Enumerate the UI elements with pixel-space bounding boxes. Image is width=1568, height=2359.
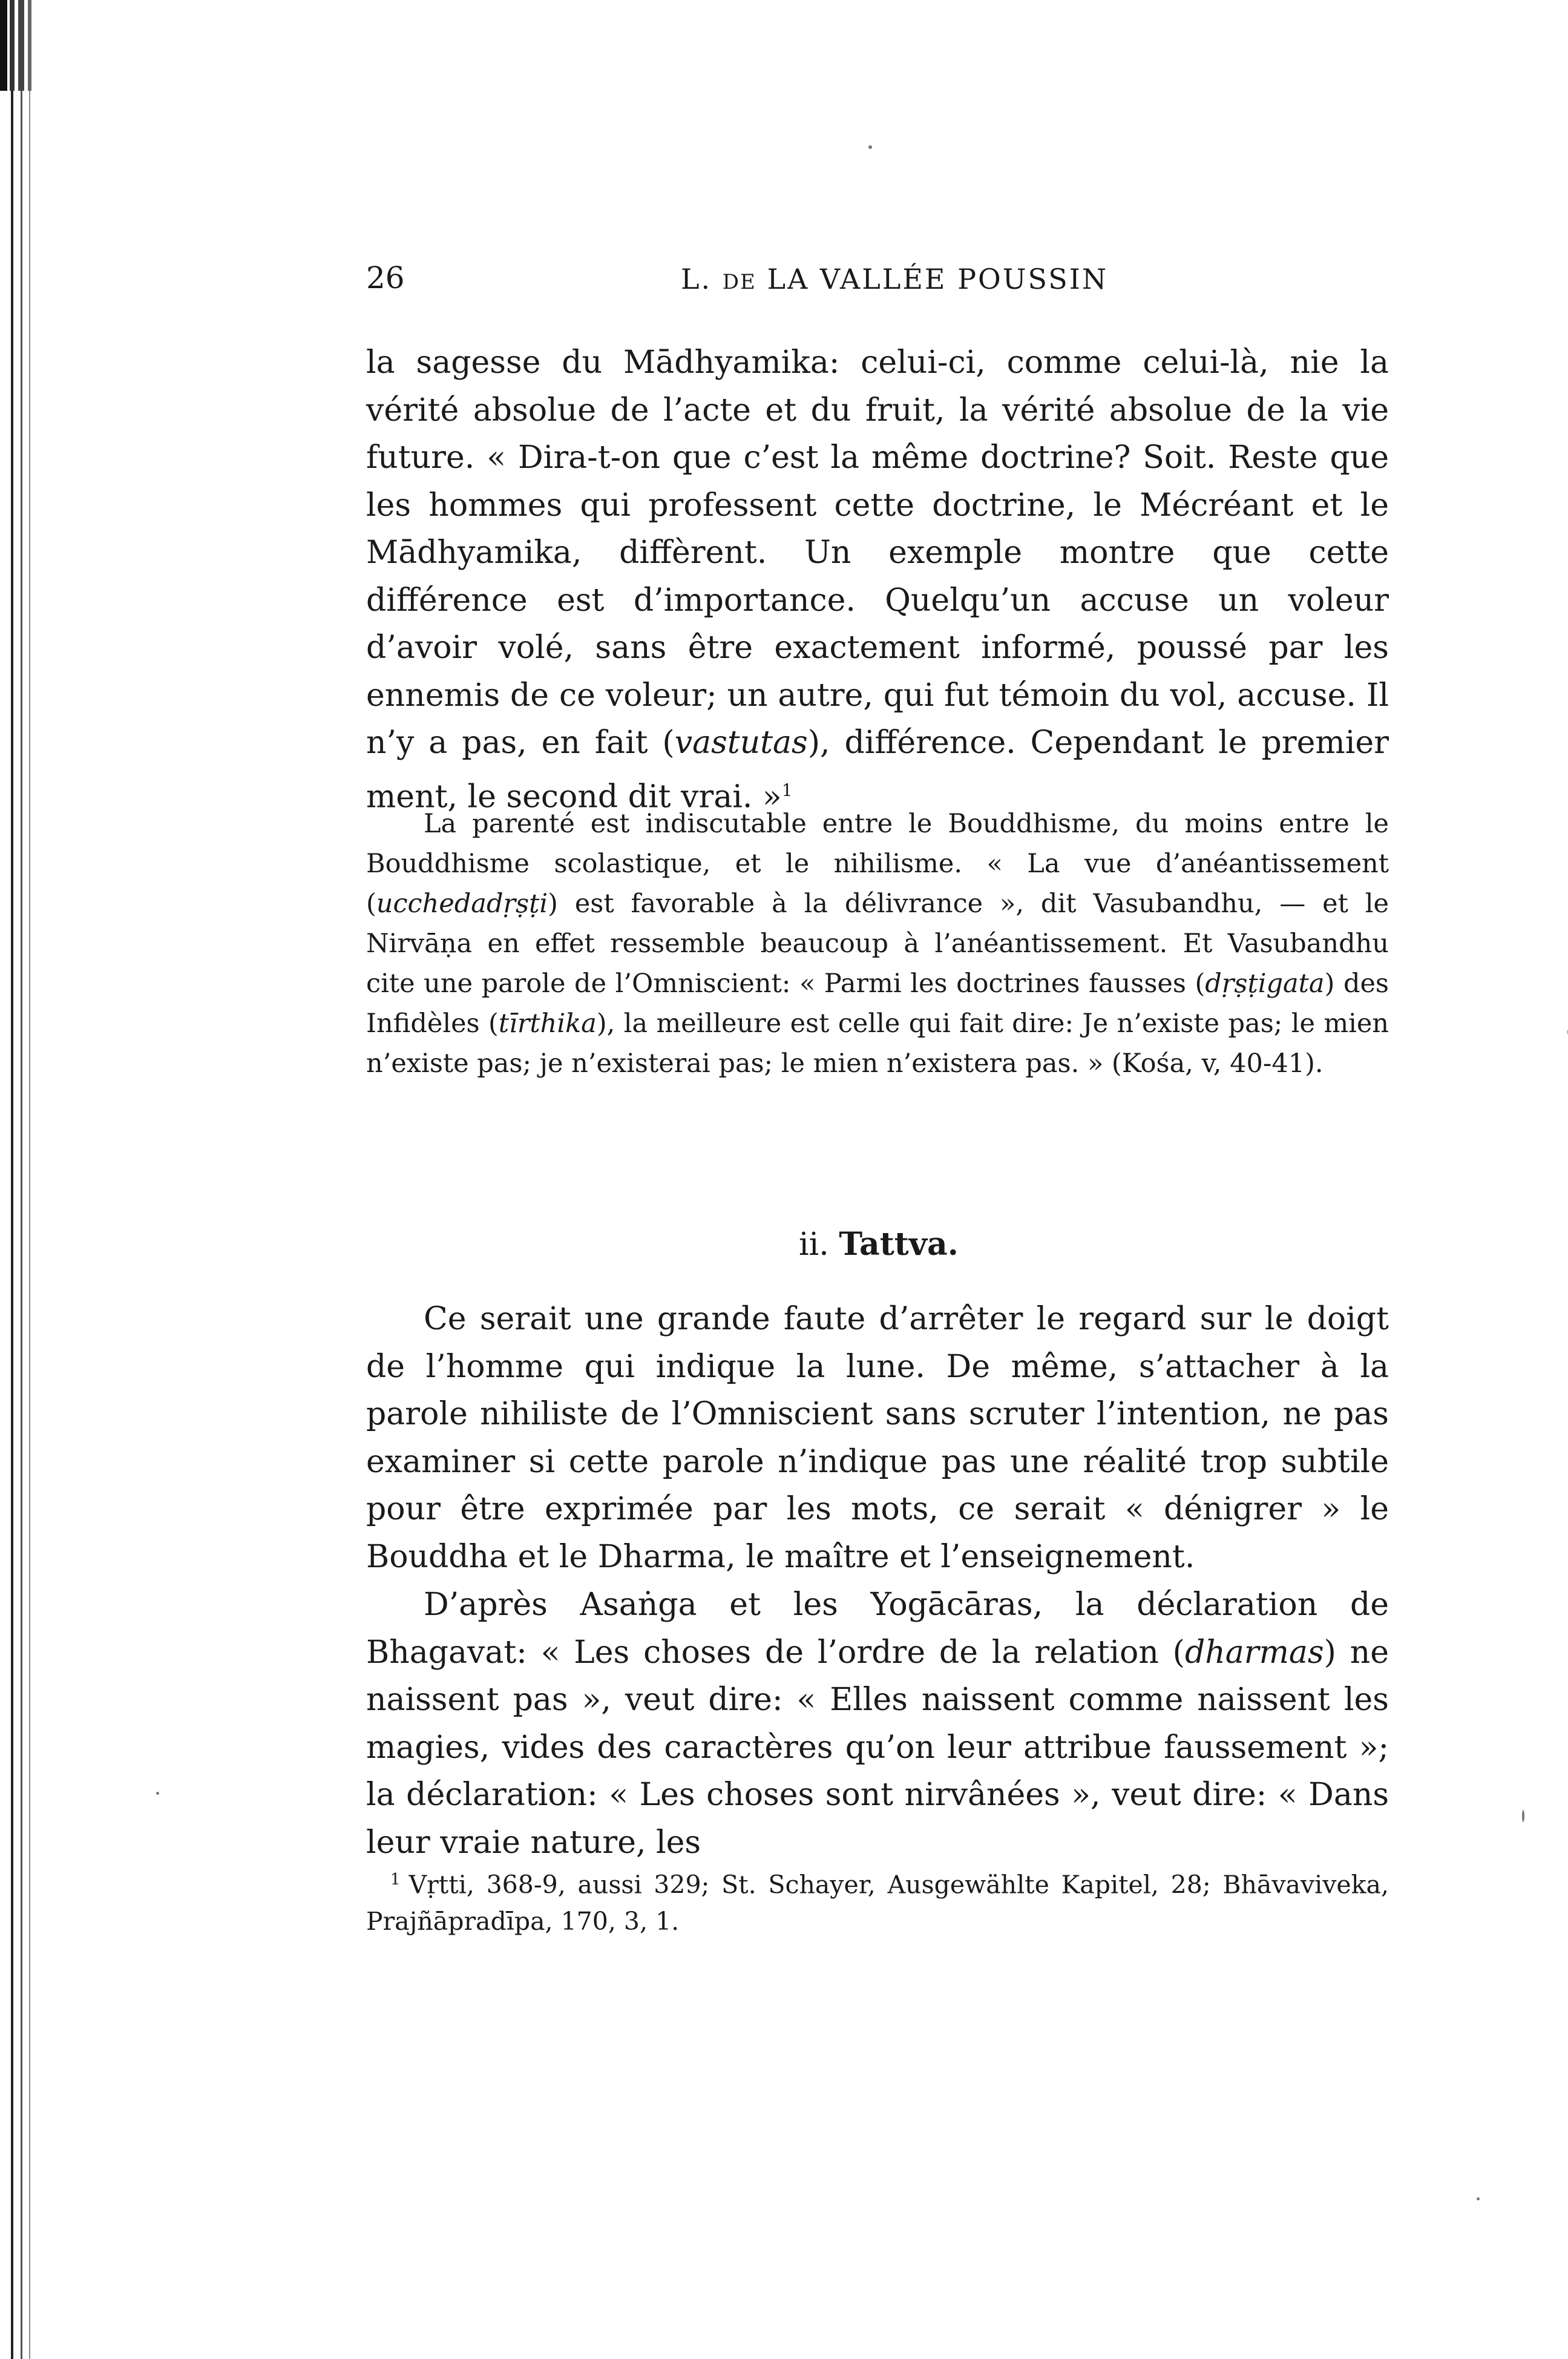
footnote-mark: 1 — [390, 1870, 401, 1889]
section-title: Tattva. — [839, 1226, 959, 1263]
author-initial: L. — [681, 263, 712, 295]
section-number: ii. — [799, 1226, 829, 1263]
paragraph-3: Ce serait une grande faute d’arrêter le regard sur le doigt de l’homme qui indique la lune. De même, s’attacher à la parole nihiliste de l’Omniscient sans scruter l’intention, ne pas examiner si cette parole n’indique pas une réalité trop subtile pour être exprimée par les mots, ce serait « dénigrer » le Bouddha et le Dharma, le maître et l’enseignement. — [366, 1301, 1389, 1575]
section-heading — [799, 1226, 959, 1263]
paragraph-1: la sagesse du Mādhyamika: celui-ci, comme celui-là, nie la vérité absolue de l’acte et du fruit, la vérité absolue de la vie future. « Dira-t-on que c’est la même doctrine? Soit. Reste que les hommes qui professent cette doctrine, le Mécréant et le Mādhyamika, diffèrent. Un exemple montre que cette différence est d’importance. Quelqu’un accuse un voleur d’avoir volé, sans être exactement informé, poussé par les ennemis de ce voleur; un autre, qui fut témoin du vol, accuse. Il n’y a pas, en fait (vastutas), différence. Cependant le premier ment, le second dit vrai. »$^1$ — [366, 344, 1389, 815]
footnote — [366, 1861, 1389, 1940]
page-header — [366, 260, 1395, 309]
italic-term: vastutas — [674, 725, 808, 761]
running-head — [681, 263, 1108, 295]
italic-term: tīrthika — [498, 1008, 597, 1039]
scan-speck — [1477, 2197, 1480, 2200]
italic-term: dharmas — [1184, 1634, 1324, 1671]
footnote-text: Vṛtti, 368-9, aussi 329; St. Schayer, Ausgewählte Kapitel, 28; Bhāvaviveka, Prajñāpradīpa, 170, 3, 1. — [366, 1870, 1389, 1936]
scan-speck — [156, 1792, 159, 1795]
scan-speck — [1522, 1810, 1524, 1822]
paragraph-2: La parenté est indiscutable entre le Bouddhisme, du moins entre le Bouddhisme scolastique, et le nihilisme. « La vue d’anéantissement (ucchedadṛṣṭi) est favorable à la délivrance », dit Vasubandhu, — et le Nirvāṇa en effet ressemble beaucoup à l’anéantissement. Et Vasubandhu cite une parole de l’Omniscient: « Parmi les doctrines fausses (dṛṣṭigata) des Infidèles (tīrthika), la meilleure est celle qui fait dire: Je n’existe pas; le mien n’existe pas; je n’existerai pas; le mien n’existera pas. » (Kośa, v, 40-41). — [366, 809, 1389, 1079]
author-name: LA VALLÉE POUSSIN — [767, 263, 1109, 295]
scan-speck — [868, 145, 872, 149]
footnote-reference: 1 — [781, 780, 793, 800]
binding-edge — [0, 0, 42, 2359]
paragraph-4: D’après Asaṅga et les Yogācāras, la déclaration de Bhagavat: « Les choses de l’ordre de la relation (dharmas) ne naissent pas », veut dire: « Elles naissent comme naissent les magies, vides des caractères qu’on leur attribue faussement »; la déclaration: « Les choses sont nirvânées », veut dire: « Dans leur vraie nature, les — [366, 1587, 1389, 1861]
italic-term: ucchedadṛṣṭi — [376, 889, 548, 919]
page-number: 26 — [366, 260, 405, 295]
author-particle: DE — [722, 270, 756, 294]
italic-term: dṛṣṭigata — [1205, 969, 1325, 999]
binding-edge-top — [0, 0, 48, 91]
